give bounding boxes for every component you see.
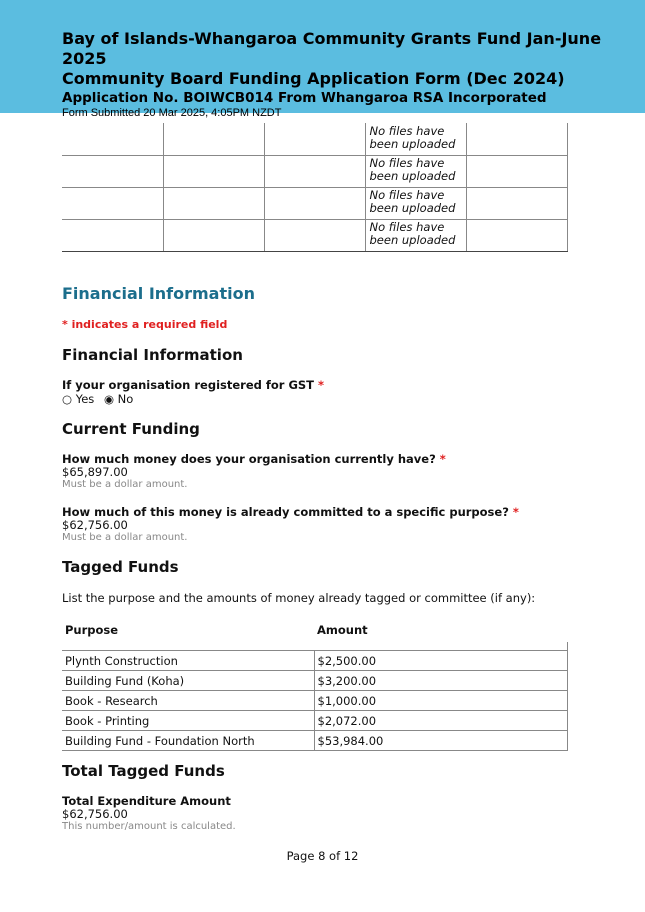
table-cell xyxy=(62,155,163,187)
page-number: Page 8 of 12 xyxy=(286,849,359,863)
no-files-text: No files have been uploaded xyxy=(365,187,466,219)
amount-cell: $3,200.00 xyxy=(314,671,567,691)
amount-cell: $1,000.00 xyxy=(314,691,567,711)
column-header-purpose: Purpose xyxy=(65,623,119,637)
purpose-cell: Book - Research xyxy=(62,691,314,711)
tagged-funds-table xyxy=(62,621,568,751)
committed-money-question: How much of this money is already committed to a specific purpose? * xyxy=(62,505,519,519)
total-expenditure-value: $62,756.00 xyxy=(62,807,128,821)
gst-radio-group xyxy=(62,392,133,406)
table-cell xyxy=(264,155,365,187)
required-field-note: * indicates a required field xyxy=(62,318,228,331)
table-cell xyxy=(466,155,567,187)
total-expenditure-label: Total Expenditure Amount xyxy=(62,794,231,808)
committed-money-hint: Must be a dollar amount. xyxy=(62,532,188,543)
table-row xyxy=(62,219,567,251)
required-star: * xyxy=(318,378,325,392)
table-cell xyxy=(466,123,567,155)
no-files-text: No files have been uploaded xyxy=(365,219,466,251)
table-cell xyxy=(62,219,163,251)
committed-money-value: $62,756.00 xyxy=(62,518,128,532)
total-tagged-heading: Total Tagged Funds xyxy=(62,762,225,780)
form-title-line2: Community Board Funding Application Form (Dec 2024) xyxy=(62,69,565,88)
current-funding-heading: Current Funding xyxy=(62,420,200,438)
financial-info-heading: Financial Information xyxy=(62,346,243,364)
current-money-question: How much money does your organisation currently have? * xyxy=(62,452,446,466)
table-row xyxy=(62,731,567,751)
amount-cell: $2,072.00 xyxy=(314,711,567,731)
purpose-cell: Building Fund (Koha) xyxy=(62,671,314,691)
uploaded-files-table xyxy=(62,123,568,252)
purpose-cell: Plynth Construction xyxy=(62,651,314,671)
no-files-text: No files have been uploaded xyxy=(365,123,466,155)
table-cell xyxy=(264,219,365,251)
table-cell xyxy=(163,219,264,251)
required-star: * xyxy=(439,452,446,466)
radio-unchecked-icon: ○ xyxy=(62,392,73,406)
table-row xyxy=(62,671,567,691)
table-row xyxy=(62,155,567,187)
amount-cell: $2,500.00 xyxy=(314,651,567,671)
table-cell xyxy=(466,187,567,219)
table-row xyxy=(62,187,567,219)
gst-option-no[interactable]: ◉ No xyxy=(103,392,134,406)
form-title-line1: Bay of Islands-Whangaroa Community Grants Fund Jan-June 2025 xyxy=(62,29,602,68)
current-money-value: $65,897.00 xyxy=(62,465,128,479)
radio-checked-icon: ◉ xyxy=(103,392,114,406)
table-row xyxy=(62,651,567,671)
table-cell xyxy=(163,123,264,155)
table-cell xyxy=(466,219,567,251)
table-row xyxy=(62,711,567,731)
table-header-row xyxy=(62,621,567,642)
purpose-cell: Building Fund - Foundation North xyxy=(62,731,314,751)
application-number: Application No. BOIWCB014 From Whangaroa RSA Incorporated xyxy=(62,90,547,106)
current-money-hint: Must be a dollar amount. xyxy=(62,479,188,490)
required-star: * xyxy=(512,505,519,519)
section-title: Financial Information xyxy=(62,284,255,303)
table-cell xyxy=(264,123,365,155)
no-files-text: No files have been uploaded xyxy=(365,155,466,187)
tagged-funds-intro: List the purpose and the amounts of money already tagged or committee (if any): xyxy=(62,591,536,605)
column-header-amount: Amount xyxy=(317,623,368,637)
purpose-cell: Book - Printing xyxy=(62,711,314,731)
gst-question-label: If your organisation registered for GST * xyxy=(62,378,325,392)
page-header xyxy=(0,0,645,119)
tagged-funds-heading: Tagged Funds xyxy=(62,558,179,576)
table-cell xyxy=(264,187,365,219)
table-row xyxy=(62,123,567,155)
submitted-timestamp: Form Submitted 20 Mar 2025, 4:05PM NZDT xyxy=(62,107,282,119)
gst-option-yes[interactable]: ○ Yes xyxy=(62,392,95,406)
table-row xyxy=(62,691,567,711)
table-cell xyxy=(163,187,264,219)
table-cell xyxy=(62,187,163,219)
table-cell xyxy=(163,155,264,187)
total-expenditure-hint: This number/amount is calculated. xyxy=(62,821,236,832)
table-cell xyxy=(62,123,163,155)
amount-cell: $53,984.00 xyxy=(314,731,567,751)
